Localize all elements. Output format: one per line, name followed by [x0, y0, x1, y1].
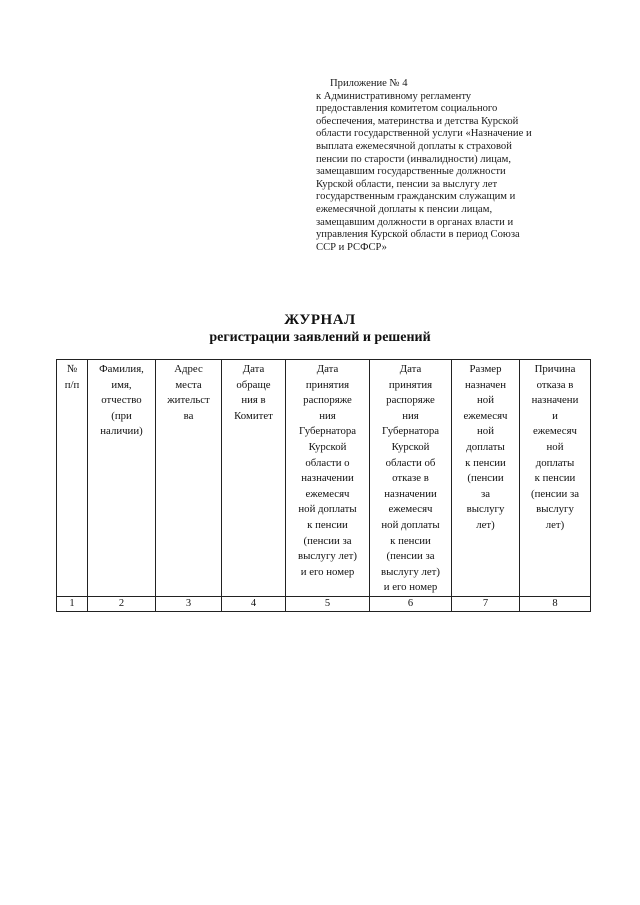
header-cell-refusal-order-date: Дата принятия распоряже ния Губернатора Курской области об отказе в назначении ежемесяч ной доплаты к пенсии (пенсии за выслугу лет) и его номер	[370, 360, 452, 597]
appendix-line: обеспечения, материнства и детства Курской	[316, 115, 519, 127]
column-number: 2	[88, 596, 156, 611]
column-number-row	[57, 596, 591, 611]
header-cell-application-date: Дата обраще ния в Комитет	[222, 360, 286, 597]
document-title	[0, 311, 640, 347]
column-number: 5	[286, 596, 370, 611]
header-cell-payment-amount: Размер назначен ной ежемесяч ной доплаты к пенсии (пенсии за выслугу лет)	[452, 360, 520, 597]
header-cell-refusal-reason: Причина отказа в назначени и ежемесяч ной доплаты к пенсии (пенсии за выслугу лет)	[520, 360, 591, 597]
appendix-line: выплата ежемесячной доплаты к страховой	[316, 140, 512, 152]
appendix-line: пенсии по старости (инвалидности) лицам,	[316, 153, 511, 165]
header-cell-number: № п/п	[57, 360, 88, 597]
registration-journal-table	[56, 359, 591, 612]
appendix-heading: Приложение № 4	[330, 78, 408, 89]
appendix-line: к Административному регламенту	[316, 90, 472, 102]
column-number: 1	[57, 596, 88, 611]
appendix-line: предоставления комитетом социального	[316, 103, 498, 115]
journal-subtitle: регистрации заявлений и решений	[209, 330, 431, 345]
appendix-line: государственным гражданским служащим и	[316, 191, 516, 203]
column-number: 8	[520, 596, 591, 611]
appendix-block	[316, 78, 576, 254]
appendix-line: управления Курской области в период Союза	[316, 229, 520, 241]
journal-title: ЖУРНАЛ	[284, 312, 356, 328]
column-number: 3	[156, 596, 222, 611]
header-cell-address: Адрес места жительст ва	[156, 360, 222, 597]
header-row	[57, 360, 591, 597]
column-number: 7	[452, 596, 520, 611]
appendix-line: ССР и РСФСР»	[316, 241, 387, 253]
column-number: 6	[370, 596, 452, 611]
appendix-line: Курской области, пенсии за выслугу лет	[316, 178, 498, 190]
appendix-line: ежемесячной доплаты к пенсии лицам,	[316, 203, 493, 215]
appendix-line: области государственной услуги «Назначение и	[316, 128, 532, 140]
column-number: 4	[222, 596, 286, 611]
header-cell-assignment-order-date: Дата принятия распоряже ния Губернатора Курской области о назначении ежемесяч ной доплаты к пенсии (пенсии за выслугу лет) и его номер	[286, 360, 370, 597]
header-cell-full-name: Фамилия, имя, отчество (при наличии)	[88, 360, 156, 597]
appendix-line: замещавшим государственные должности	[316, 166, 506, 178]
appendix-line: замещавшим должности в органах власти и	[316, 216, 514, 228]
